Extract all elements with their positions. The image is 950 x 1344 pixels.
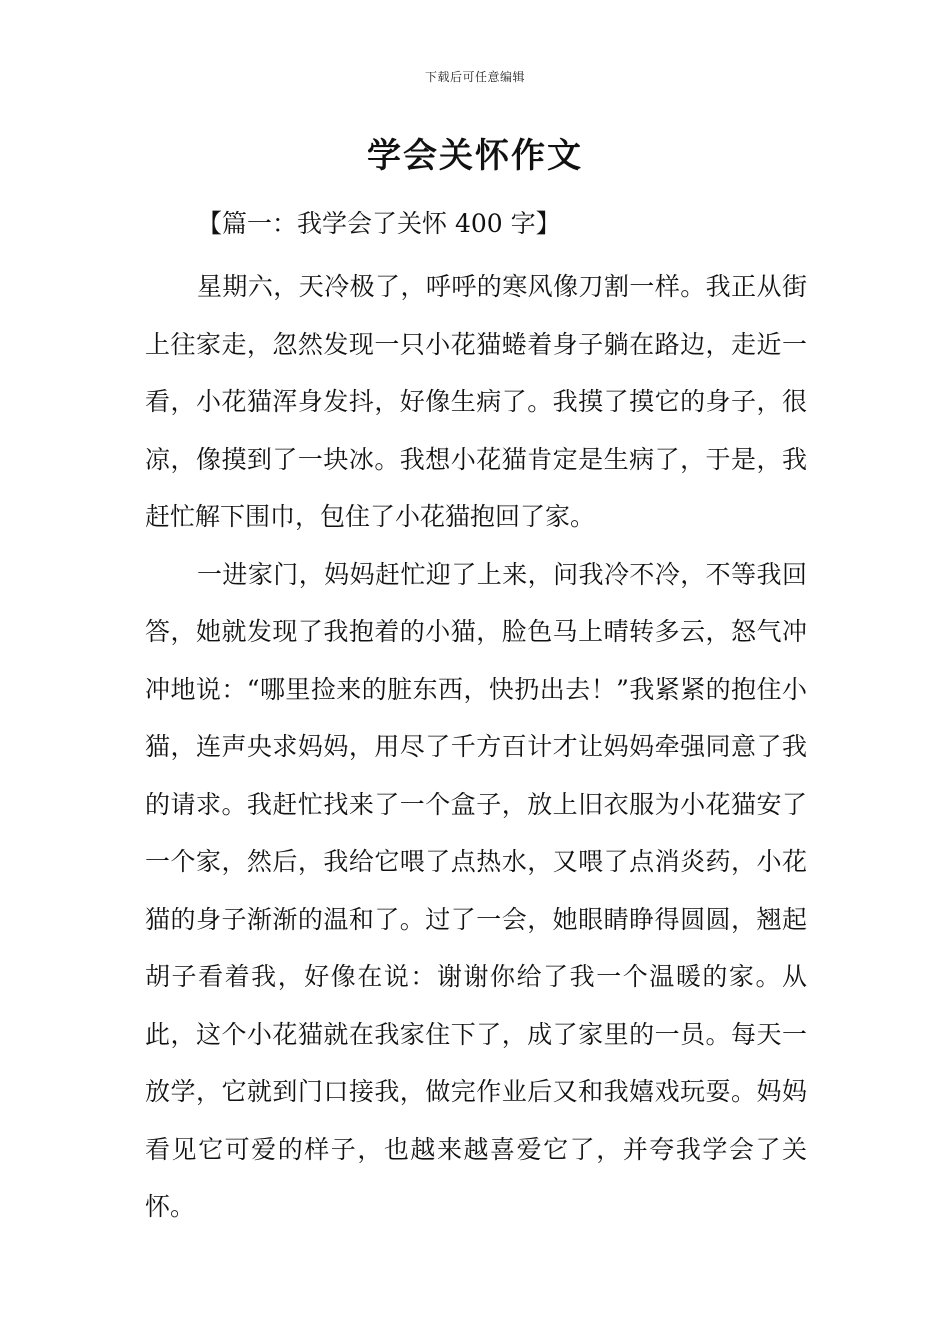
document-title: 学会关怀作文	[367, 136, 583, 176]
header-note: 下载后可任意编辑	[424, 70, 525, 84]
paragraph-1: 星期六，天冷极了，呼呼的寒风像刀割一样。我正从街上往家走，忽然发现一只小花猫蜷着身子躺在路边，走近一看，小花猫浑身发抖，好像生病了。我摸了摸它的身子，很凉，像摸到了一块冰。我想小花猫肯定是生病了，于是，我赶忙解下围巾，包住了小花猫抱回了家。	[145, 272, 807, 531]
section-heading: 【篇一：我学会了关怀 400 字】	[197, 209, 561, 238]
paragraph-2: 一进家门，妈妈赶忙迎了上来，问我冷不冷，不等我回答，她就发现了我抱着的小猫，脸色马上晴转多云，怒气冲冲地说：“哪里捡来的脏东西，快扔出去！”我紧紧的抱住小猫，连声央求妈妈，用尽了千方百计才让妈妈牵强同意了我的请求。我赶忙找来了一个盒子，放上旧衣服为小花猫安了一个家，然后，我给它喂了点热水，又喂了点消炎药，小花猫的身子渐渐的温和了。过了一会，她眼睛睁得圆圆，翘起胡子看着我，好像在说：谢谢你给了我一个温暖的家。从此，这个小花猫就在我家住下了，成了家里的一员。每天一放学，它就到门口接我，做完作业后又和我嬉戏玩耍。妈妈看见它可爱的样子，也越来越喜爱它了，并夸我学会了关怀。	[145, 559, 807, 1221]
article-body	[145, 258, 807, 1236]
